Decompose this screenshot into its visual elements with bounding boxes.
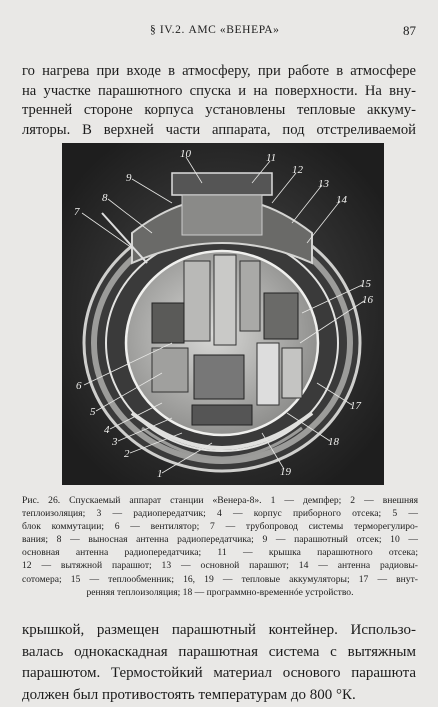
label-2: 2 [124,448,130,460]
label-7: 7 [74,206,80,218]
text-line: крышкой, размещен парашютный контейнер. Использо- [22,622,416,638]
text-line: парашютом. Термостойкий материал основого парашюта [22,665,416,681]
caption-line: вания; 8 — выносная антенна радиопередатчика; 9 — парашютный отсек; 10 — [22,534,418,546]
label-1: 1 [157,468,163,480]
label-10: 10 [180,148,191,160]
label-9: 9 [126,172,132,184]
descent-module-drawing [62,143,384,485]
label-19: 19 [280,466,291,478]
label-16: 16 [362,294,373,306]
label-8: 8 [102,192,108,204]
text-line: го нагрева при входе в атмосферу, при работе в атмосфере [22,63,416,79]
text-line: должен был противостоять температурам до 800 °К. [22,686,356,703]
label-15: 15 [360,278,371,290]
label-13: 13 [318,178,329,190]
caption-line: теплоизоляция; 3 — радиопередатчик; 4 — корпус приборного отсека; 5 — [22,508,418,520]
caption-line: 12 — вытяжной парашют; 13 — основной парашют; 14 — антенна радиовы- [22,560,418,572]
running-header [0,24,438,40]
label-11: 11 [266,152,277,164]
label-18: 18 [328,436,339,448]
label-17: 17 [350,400,361,412]
figure-descent-module [62,143,384,485]
label-6: 6 [76,380,82,392]
text-line: ляторы. В верхней части аппарата, под отстреливаемой [22,121,416,138]
label-3: 3 [112,436,118,448]
paragraph-top [22,62,416,140]
label-14: 14 [336,194,347,206]
paragraph-bottom [22,620,416,706]
label-12: 12 [292,164,303,176]
caption-line: ренняя теплоизоляция; 18 — программно-временнóе устройство. [86,586,354,598]
caption-line: Рис. 26. Спускаемый аппарат станции «Венера-8». 1 — демпфер; 2 — внешняя [22,495,418,506]
label-4: 4 [104,424,110,436]
section-title: § IV.2. АМС «ВЕНЕРА» [150,24,280,36]
page-number: 87 [403,23,416,38]
label-5: 5 [90,406,96,418]
caption-line: сотомера; 15 — теплообменник; 16, 19 — тепловые аккумуляторы; 17 — внут- [22,573,418,585]
caption-line: основная антенна радиопередатчика; 11 — крышка парашютного отсека; [22,547,418,559]
caption-line: блок коммутации; 6 — вентилятор; 7 — трубопровод системы терморегулиро- [22,521,418,533]
text-line: тренней стороне корпуса установлены тепловые аккуму- [22,102,416,118]
figure-caption [22,494,418,599]
text-line: валась однокаскадная парашютная система с вытяжным [22,643,416,660]
text-line: на участке парашютного спуска и на поверхности. На вну- [22,82,416,99]
